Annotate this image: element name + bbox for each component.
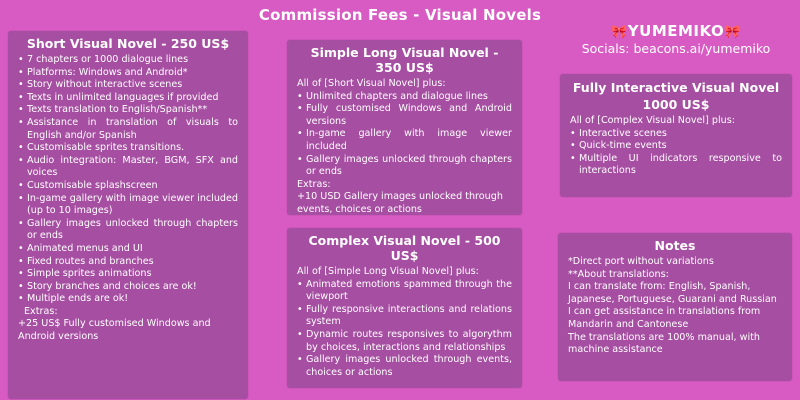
note-line: The translations are 100% manual, with machine assistance bbox=[568, 331, 760, 356]
feature-item: • 7 chapters or 1000 dialogue lines bbox=[18, 54, 238, 67]
page-title: Commission Fees - Visual Novels bbox=[258, 6, 542, 24]
full-card-heading bbox=[570, 79, 782, 113]
feature-item: • Texts in unlimited languages if provided bbox=[18, 92, 238, 105]
short-card-heading: Short Visual Novel - 250 US$ bbox=[26, 36, 230, 51]
feature-item: • Fully responsive interactions and relations system bbox=[297, 304, 512, 329]
feature-item: • Gallery images unlocked through events, choices or actions bbox=[297, 354, 512, 379]
feature-item: • Audio integration: Master, BGM, SFX and voices bbox=[18, 155, 238, 180]
feature-item: • Multiple UI indicators responsive to interactions bbox=[570, 153, 782, 178]
feature-item: • Texts translation to English/Spanish** bbox=[18, 104, 238, 117]
feature-item: • Platforms: Windows and Android* bbox=[18, 67, 238, 80]
feature-item: • Multiple ends are ok! bbox=[18, 293, 238, 306]
long-intro: All of [Short Visual Novel] plus: bbox=[297, 78, 446, 89]
full-intro: All of [Complex Visual Novel] plus: bbox=[570, 115, 735, 126]
feature-item: • Customisable sprites transitions. bbox=[18, 142, 238, 155]
notes-card bbox=[558, 233, 792, 381]
full-features-list bbox=[570, 128, 782, 178]
feature-item: • Fixed routes and branches bbox=[18, 256, 238, 269]
feature-item: • Simple sprites animations bbox=[18, 268, 238, 281]
complex-intro: All of [Simple Long Visual Novel] plus: bbox=[297, 266, 479, 277]
complex-features-list bbox=[297, 279, 512, 380]
long-card-heading: Simple Long Visual Novel - 350 US$ bbox=[310, 45, 499, 75]
feature-item: • Fully customised Windows and Android versions bbox=[297, 103, 512, 128]
note-line: *Direct port without variations bbox=[568, 256, 714, 267]
short-features-list bbox=[18, 54, 238, 306]
feature-item: • Gallery images unlocked through chapters or ends bbox=[18, 218, 238, 243]
socials-link: Socials: beacons.ai/yumemiko bbox=[581, 41, 771, 56]
fully-interactive-visual-novel-card bbox=[560, 74, 792, 197]
ribbon-icon: 🎀 bbox=[611, 25, 628, 40]
feature-item: • Story branches and choices are ok! bbox=[18, 281, 238, 294]
feature-item: • Animated menus and UI bbox=[18, 243, 238, 256]
complex-visual-novel-card bbox=[287, 228, 522, 388]
note-line: **About translations: bbox=[568, 268, 669, 280]
simple-long-visual-novel-card bbox=[287, 40, 522, 215]
note-line: I can translate from: English, Spanish, Japanese, Portuguese, Guarani and Russian bbox=[568, 281, 777, 305]
feature-item: • Customisable splashscreen bbox=[18, 180, 238, 193]
feature-item: • Assistance in translation of visuals to English and/or Spanish bbox=[18, 117, 238, 142]
short-visual-novel-card bbox=[8, 31, 248, 399]
feature-item: • Interactive scenes bbox=[570, 128, 782, 141]
brand-header bbox=[560, 22, 792, 56]
full-card-heading-title: Fully Interactive Visual Novel bbox=[572, 80, 780, 95]
short-extra-item: +25 US$ Fully customised Windows and Android versions bbox=[18, 318, 211, 343]
complex-card-heading: Complex Visual Novel - 500 US$ bbox=[308, 233, 501, 263]
feature-item: • Quick-time events bbox=[570, 140, 782, 153]
full-card-heading-price: 1000 US$ bbox=[642, 97, 710, 112]
note-line: I can get assistance in translations from Mandarin and Cantonese bbox=[568, 306, 761, 330]
feature-item: • Gallery images unlocked through chapters or ends bbox=[297, 154, 512, 179]
ribbon-icon: 🎀 bbox=[724, 25, 741, 40]
notes-heading: Notes bbox=[654, 238, 696, 253]
feature-item: • In-game gallery with image viewer included (up to 10 images) bbox=[18, 193, 238, 218]
feature-item: • Story without interactive scenes bbox=[18, 79, 238, 92]
long-extra-item: +10 USD Gallery images unlocked through events, choices or actions bbox=[297, 191, 503, 215]
feature-item: • Dynamic routes responsives to algorythm by choices, interactions and relationships bbox=[297, 329, 512, 354]
short-extras-label: Extras: bbox=[24, 305, 58, 317]
brand-name-text: YUMEMIKO bbox=[627, 22, 725, 40]
feature-item: • In-game gallery with image viewer included bbox=[297, 128, 512, 153]
long-extras-label: Extras: bbox=[297, 178, 331, 190]
long-features-list bbox=[297, 91, 512, 179]
feature-item: • Unlimited chapters and dialogue lines bbox=[297, 91, 512, 104]
brand-name bbox=[560, 22, 792, 40]
feature-item: • Animated emotions spammed through the viewport bbox=[297, 279, 512, 304]
